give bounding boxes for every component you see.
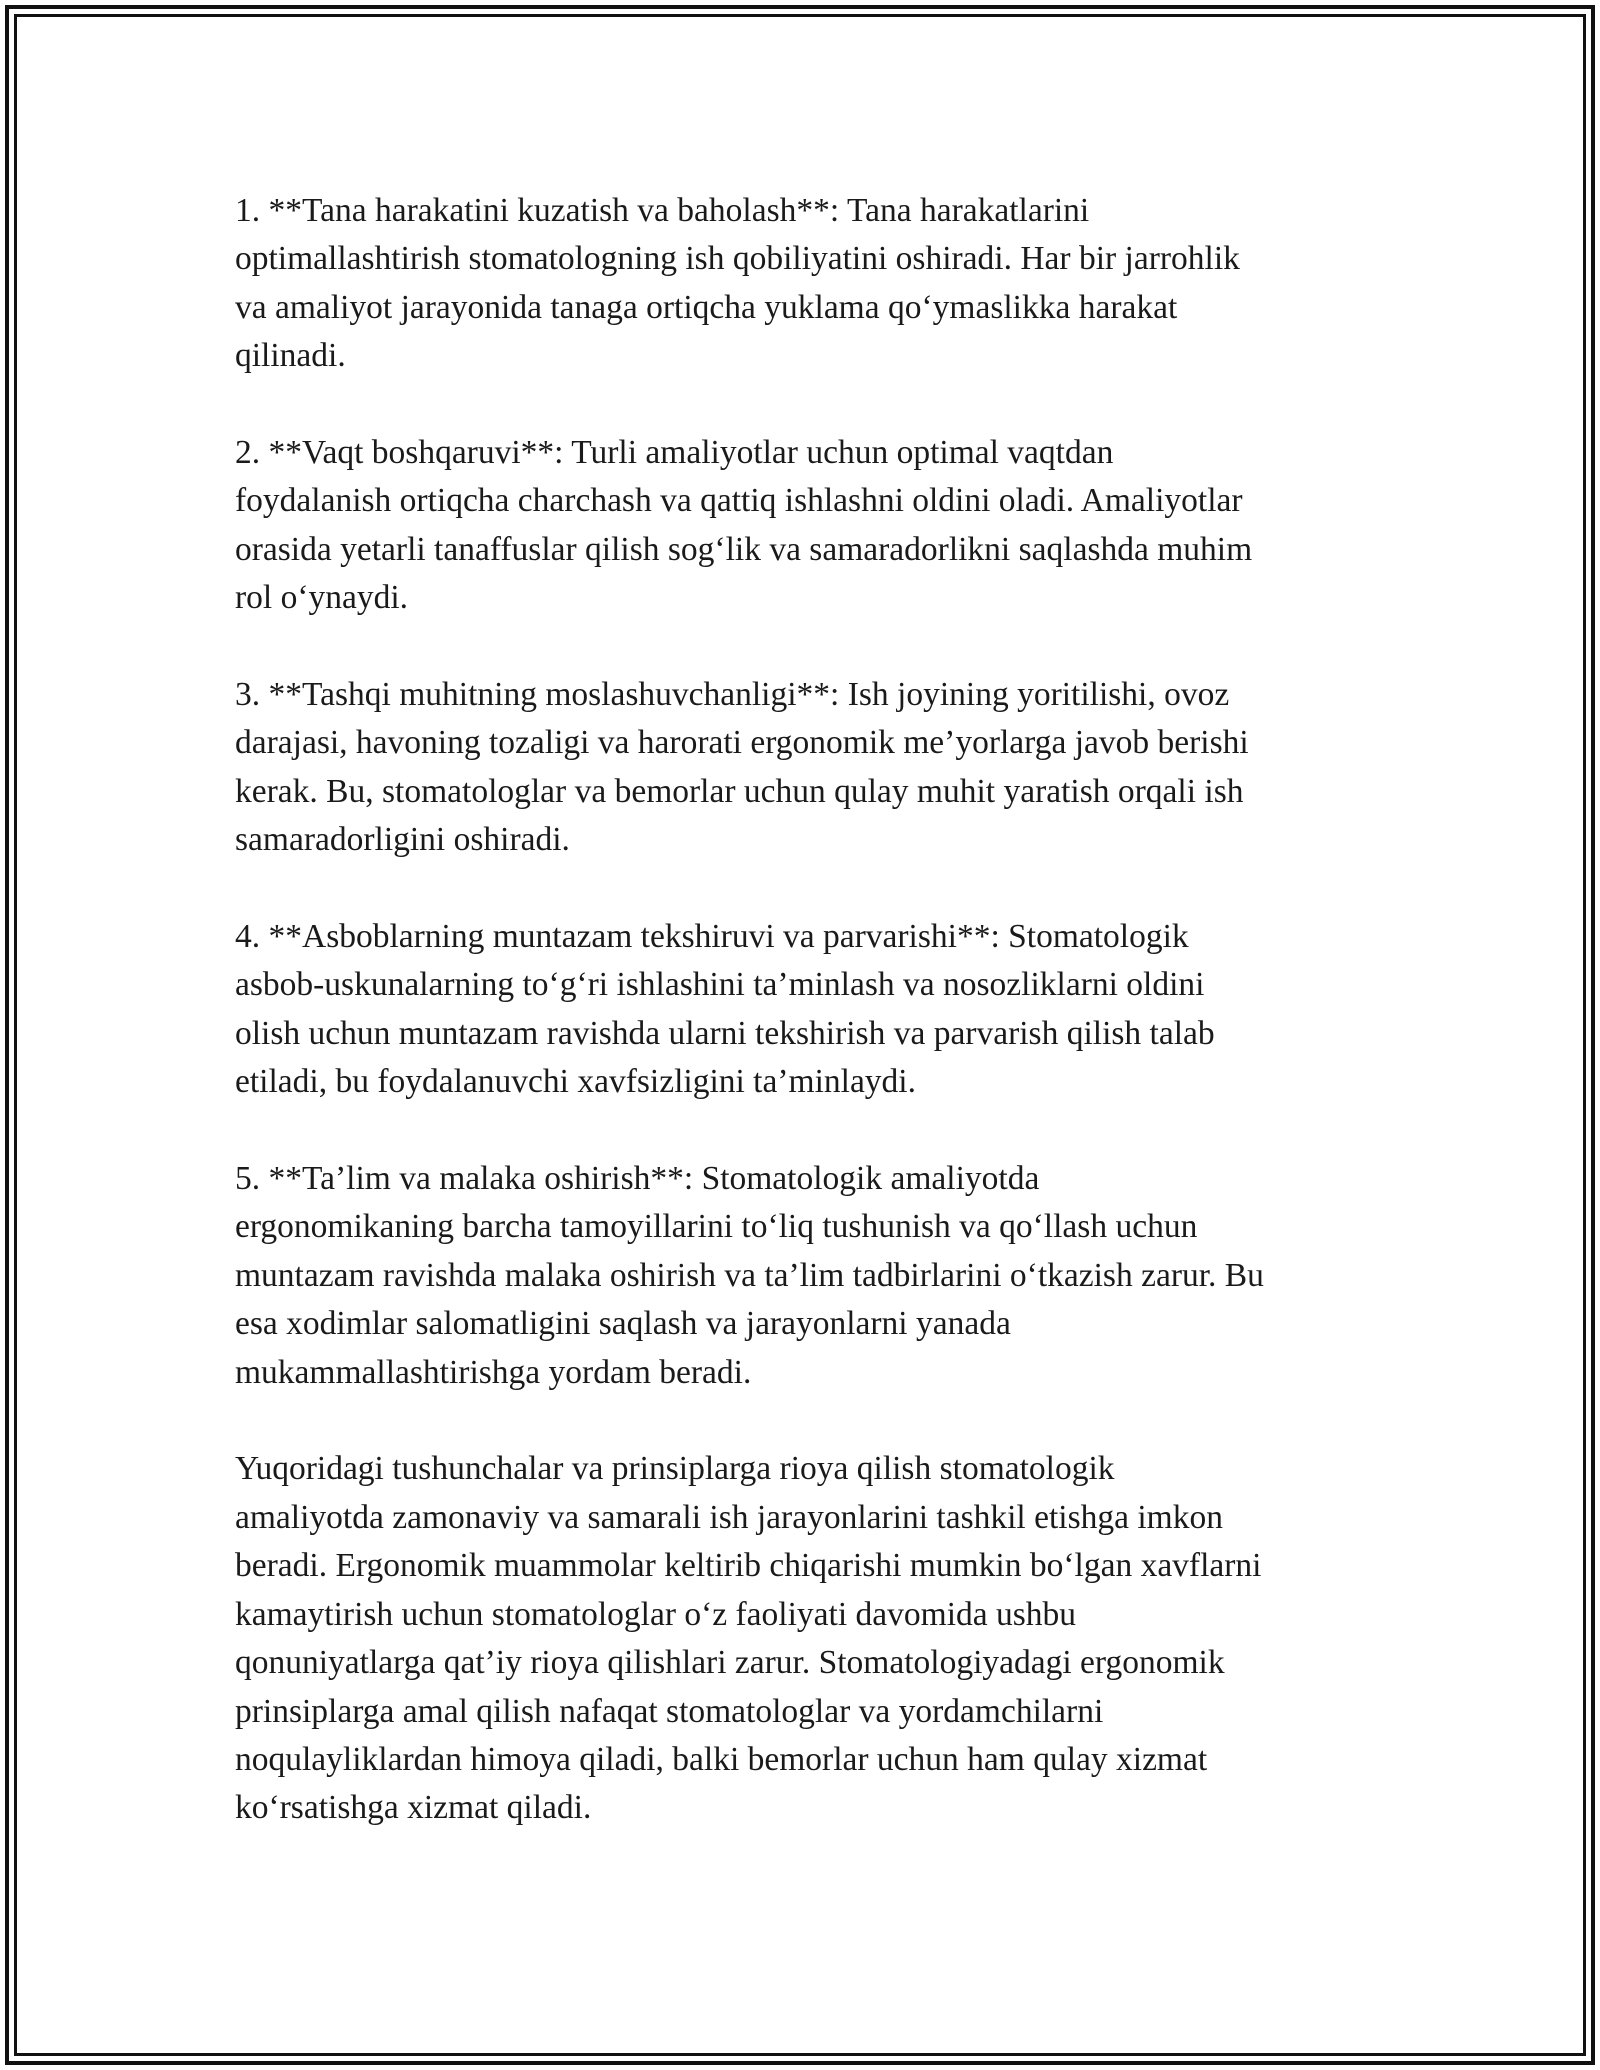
paragraph-training: 5. **Ta’lim va malaka oshirish**: Stomatologik amaliyotda ergonomikaning barcha tamoyillarini to‘liq tushunish va qo‘llash uchun muntazam ravishda malaka oshirish va ta’lim tadbirlarini o‘tkazish zarur. Bu esa xodimlar salomatligini saqlash va jarayonlarni yanada mukammallashtirishga yordam beradi. (235, 1160, 1264, 1391)
paragraph-time-management: 2. **Vaqt boshqaruvi**: Turli amaliyotlar uchun optimal vaqtdan foydalanish ortiqcha charchash va qattiq ishlashni oldini oladi. Amaliyotlar orasida yetarli tanaffuslar qilish sog‘lik va samaradorlikni saqlashda muhim rol o‘ynaydi. (235, 434, 1253, 617)
paragraph-body-movement: 1. **Tana harakatini kuzatish va baholash**: Tana harakatlarini optimallashtirish stomatologning ish qobiliyatini oshiradi. Har bir jarrohlik va amaliyot jarayonida tanaga ortiqcha yuklama qo‘ymaslikka harakat qilinadi. (235, 192, 1240, 375)
paragraph-environment: 3. **Tashqi muhitning moslashuvchanligi**: Ish joyining yoritilishi, ovoz darajasi, havoning tozaligi va harorati ergonomik me’yorlarga javob berishi kerak. Bu, stomatologlar va bemorlar uchun qulay muhit yaratish orqali ish samaradorligini oshiradi. (235, 676, 1249, 859)
paragraph-instrument-maintenance: 4. **Asboblarning muntazam tekshiruvi va parvarishi**: Stomatologik asbob-uskunalarning to‘g‘ri ishlashini ta’minlash va nosozliklarni oldini olish uchun muntazam ravishda ularni tekshirish va parvarish qilish talab etiladi, bu foydalanuvchi xavfsizligini ta’minlaydi. (235, 918, 1215, 1101)
document-body (235, 187, 1375, 1881)
paragraph-conclusion: Yuqoridagi tushunchalar va prinsiplarga rioya qilish stomatologik amaliyotda zamonaviy va samarali ish jarayonlarini tashkil etishga imkon beradi. Ergonomik muammolar keltirib chiqarishi mumkin bo‘lgan xavflarni kamaytirish uchun stomatologlar o‘z faoliyati davomida ushbu qonuniyatlarga qat’iy rioya qilishlari zarur. Stomatologiyadagi ergonomik prinsiplarga amal qilish nafaqat stomatologlar va yordamchilarni noqulayliklardan himoya qiladi, balki bemorlar uchun ham qulay xizmat ko‘rsatishga xizmat qiladi. (235, 1450, 1262, 1827)
